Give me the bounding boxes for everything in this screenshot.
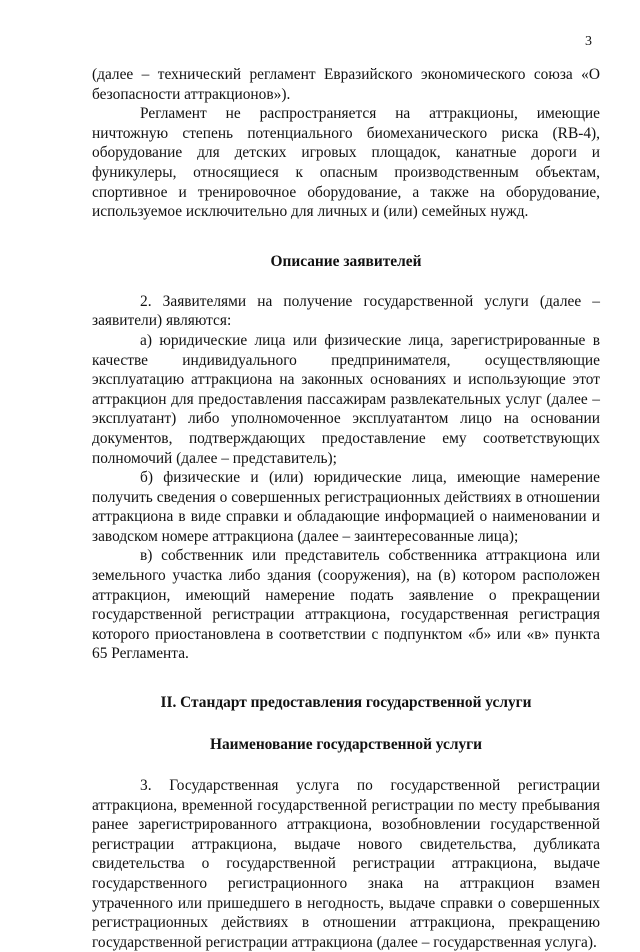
applicants-heading: Описание заявителей	[270, 252, 422, 270]
service-paragraph: 3. Государственная услуга по государственной регистрации аттракциона, временной государственной регистрации по месту пребывания ранее зарегистрированного аттракциона, возобновлении государственной регистрации аттракциона, выдаче нового свидетельства, дубликата свидетельства о государственной регистрации аттракциона, выдаче государственного регистрационного знака на аттракцион взамен утраченного или пришедшего в негодность, выдаче справки о совершенных регистрационных действиях в отношении аттракциона, прекращению государственной регистрации аттракциона (далее – государственная услуга).	[92, 777, 600, 951]
applicants-item-b: б) физические и (или) юридические лица, имеющие намерение получить сведения о совершенных регистрационных действиях в отношении аттракциона в виде справки и обладающие информацией о наименовании и заводском номере аттракциона (далее – заинтересованные лица);	[92, 469, 600, 545]
regulation-scope-paragraph: Регламент не распространяется на аттракционы, имеющие ничтожную степень потенциального биомеханического риска (RB-4), оборудование для детских игровых площадок, канатные дороги и фуникулеры, относящиеся к опасным производственным объектам, спортивное и тренировочное оборудование, а также на оборудование, используемое исключительно для личных и (или) семейных нужд.	[92, 105, 600, 221]
document-body	[92, 65, 600, 952]
applicants-item-a: а) юридические лица или физические лица, зарегистрированные в качестве индивидуального предпринимателя, осуществляющие эксплуатацию аттракциона на законных основаниях и использующие этот аттракцион для предоставления пассажирам развлекательных услуг (далее – эксплуатант) либо уполномоченное эксплуатантом лицо на основании документов, подтверждающих предоставление ему соответствующих полномочий (далее – представитель);	[92, 331, 600, 467]
applicants-item-c: в) собственник или представитель собственника аттракциона или земельного участка либо здания (сооружения), на (в) котором расположен аттракцион, имеющий намерение подать заявление о прекращении государственной регистрации аттракциона, государственная регистрация которого приостановлена в соответствии с подпунктом «б» или «в» пункта 65 Регламента.	[92, 547, 600, 663]
page-number: 3	[585, 34, 592, 49]
intro-continuation: (далее – технический регламент Евразийского экономического союза «О безопасности аттракционов»).	[92, 66, 600, 103]
section-ii-heading: II. Стандарт предоставления государственной услуги	[160, 694, 532, 712]
applicants-intro: 2. Заявителями на получение государственной услуги (далее – заявители) являются:	[92, 292, 600, 330]
service-name-heading: Наименование государственной услуги	[209, 736, 483, 754]
